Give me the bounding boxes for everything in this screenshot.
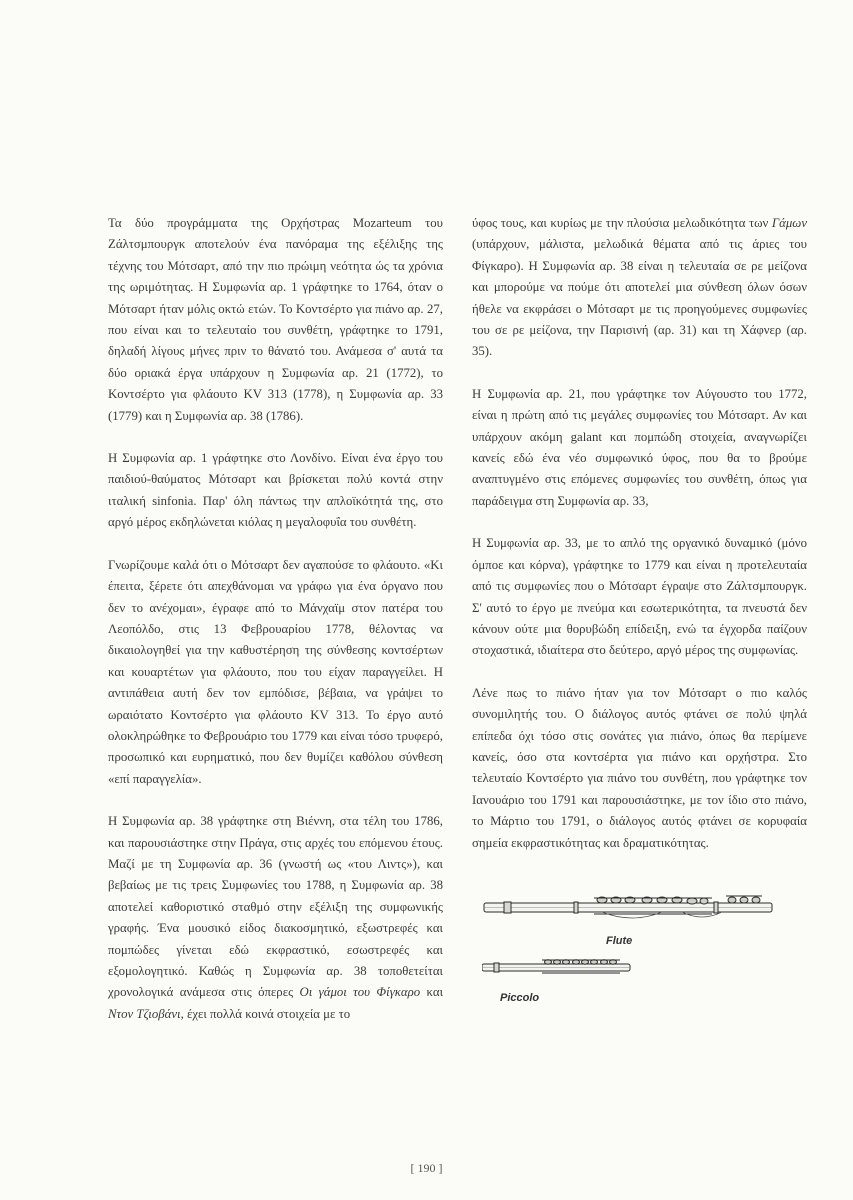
text-run: Η Συμφωνία αρ. 33, με το απλό της οργανικό δυναμικό (μόνο όμποε και κόρνα), γράφτηκε το 1779 και είναι η προτελευταία από τις συμφωνίες που ο Μότσαρτ έγραψε στο Ζάλτσμπουργκ. Σ' αυτό το έργο με πνεύμα και εσωτερικότητα, τα πνευστά δεν κάνουν ούτε μια θορυβώδη επίδειξη, ενώ τα έγχορδα παίζουν στοχαστικά, ιδιαίτερα στο δεύτερο, αργό μέρος της συμφωνίας. [472,536,807,658]
paragraph [472,533,807,661]
text-run: Τα δύο προγράμματα της Ορχήστρας Mozarteum του Ζάλτσμπουργκ αποτελούν ένα πανόραμα της εξέλιξης της τέχνης του Μότσαρτ, από την πιο πρώιμη νεότητα ώς τα χρόνια της ωριμότητας. Η Συμφωνία αρ. 1 γράφτηκε το 1764, όταν ο Μότσαρτ ήταν μόλις οκτώ ετών. Το Κοντσέρτο για πιάνο αρ. 27, που είναι και το τελευταίο του συνθέτη, γράφτηκε το 1791, δηλαδή λίγους μήνες πριν το θάνατό του. Ανάμεσα σ' αυτά τα δύο οριακά έργα υπάρχουν η Συμφωνία αρ. 21 (1772), το Κοντσέρτο για φλάουτο KV 313 (1778), η Συμφωνία αρ. 33 (1779) και η Συμφωνία αρ. 38 (1786). [108,216,443,423]
paragraph [472,213,807,363]
right-text-column [472,213,807,875]
flute-caption: Flute [606,935,633,947]
left-text-column [108,213,443,1046]
piccolo-drawing [482,960,630,973]
instrument-illustration [482,890,782,1010]
text-run: Η Συμφωνία αρ. 38 γράφτηκε στη Βιέννη, στα τέλη του 1786, και παρουσιάστηκε στην Πράγα, στις αρχές του επόμενου έτους. Μαζί με τη Συμφωνία αρ. 36 (γνωστή ως «του Λιντς»), και βεβαίως με τις τρεις Συμφωνίες του 1788, η Συμφωνία αρ. 38 αποτελεί καθοριστικό σταθμό στην εξέλιξη της συμφωνικής γραφής. Ένα μουσικό είδος διακοσμητικό, εξωστρεφές και πομπώδες γίνεται εδώ εκφραστικό, εσωστρεφές και εξομολογητικό. Καθώς η Συμφωνία αρ. 38 τοποθετείται χρονολογικά ανάμεσα στις όπερες [108,814,443,1000]
paragraph [108,811,443,1025]
italic-title-run: Ντον Τζιοβάνι [108,1006,181,1021]
piccolo-caption: Piccolo [500,992,540,1004]
paragraph [108,555,443,790]
text-run: ύφος τους, και κυρίως με την πλούσια μελωδικότητα των [472,216,772,230]
text-run: Η Συμφωνία αρ. 21, που γράφτηκε τον Αύγουστο του 1772, είναι η πρώτη από τις μεγάλες συμφωνίες του Μότσαρτ. Αν και υπάρχουν ακόμη galant και πομπώδη στοιχεία, αναγνωρίζει κανείς εδώ ένα νέο συμφωνικό ύφος, που θα το βρούμε αναπτυγμένο στις επόμενες συμφωνίες του συνθέτη, όπως για παράδειγμα στη Συμφωνία αρ. 33, [472,386,807,508]
text-run: (υπάρχουν, μάλιστα, μελωδικά θέματα από τις άριες του Φίγκαρο). Η Συμφωνία αρ. 38 είναι η τελευταία σε ρε μείζονα και μπορούμε να πούμε ότι αποτελεί μια σύνθεση όλων όσων ήθελε να εκφράσει ο Μότσαρτ με τις προηγούμενες συμφωνίες του σε ρε μείζονα, την Παρισινή (αρ. 31) και τη Χάφνερ (αρ. 35). [472,237,807,359]
paragraph [472,683,807,854]
text-run: Λένε πως το πιάνο ήταν για τον Μότσαρτ ο πιο καλός συνομιλητής του. Ο διάλογος αυτός φτάνει σε πολύ ψηλά επίπεδα όχι τόσο στις σονάτες για πιάνο, όπως θα περίμενε κανείς, όσο στα κοντσέρτα για πιάνο και ορχήστρα. Στο τελευταίο Κοντσέρτο για πιάνο του συνθέτη, που γράφτηκε τον Ιανουάριο του 1791 και παρουσιάστηκε, με τον ίδιο στο πιάνο, το Μάρτιο του 1791, ο διάλογος αυτός φτάνει σε κορυφαία σημεία εκφραστικότητας και δραματικότητας. [472,685,807,850]
paragraph [108,448,443,534]
italic-title-run: Οι γάμοι του Φίγκαρο [299,985,421,1000]
italic-title-run: Γάμων [771,216,807,230]
text-run: Γνωρίζουμε καλά ότι ο Μότσαρτ δεν αγαπούσε το φλάουτο. «Κι έπειτα, ξέρετε ότι απεχθάνομαι να γράφω για ένα όργανο που δεν το ανέχομαι», έγραφε από το Μάνχαϊμ στον πατέρα του Λεοπόλδο, στις 13 Φεβρουαρίου 1778, θέλοντας να δικαιολογηθεί για την καθυστέρηση της σύνθεσης κοντσέρτων και κουαρτέτων για φλάουτο, που του είχαν παραγγείλει. Η αντιπάθεια αυτή δεν τον εμπόδισε, βέβαια, να γράψει το ωραιότατο Κοντσέρτο για φλάουτο KV 313. Το έργο αυτό ολοκληρώθηκε το Φεβρουάριο του 1779 και είναι τόσο τρυφερό, προσωπικό και ευρηματικό, που δεν θυμίζει καθόλου σύνθεση «επί παραγγελία». [108,557,443,786]
paragraph [472,384,807,512]
text-run: , έχει πολλά κοινά στοιχεία με το [180,1006,351,1021]
paragraph [108,213,443,427]
page-number: [ 190 ] [410,1161,443,1175]
text-run: και [420,985,444,1000]
text-run: Η Συμφωνία αρ. 1 γράφτηκε στο Λονδίνο. Είναι ένα έργο του παιδιού-θαύματος Μότσαρτ και βρίσκεται πολύ κοντά στην ιταλική sinfonia. Παρ' όλη πάντως την απλοϊκότητά της, στο αργό μέρος εκδηλώνεται κιόλας η μεγαλοφυΐα του συνθέτη. [108,451,443,530]
